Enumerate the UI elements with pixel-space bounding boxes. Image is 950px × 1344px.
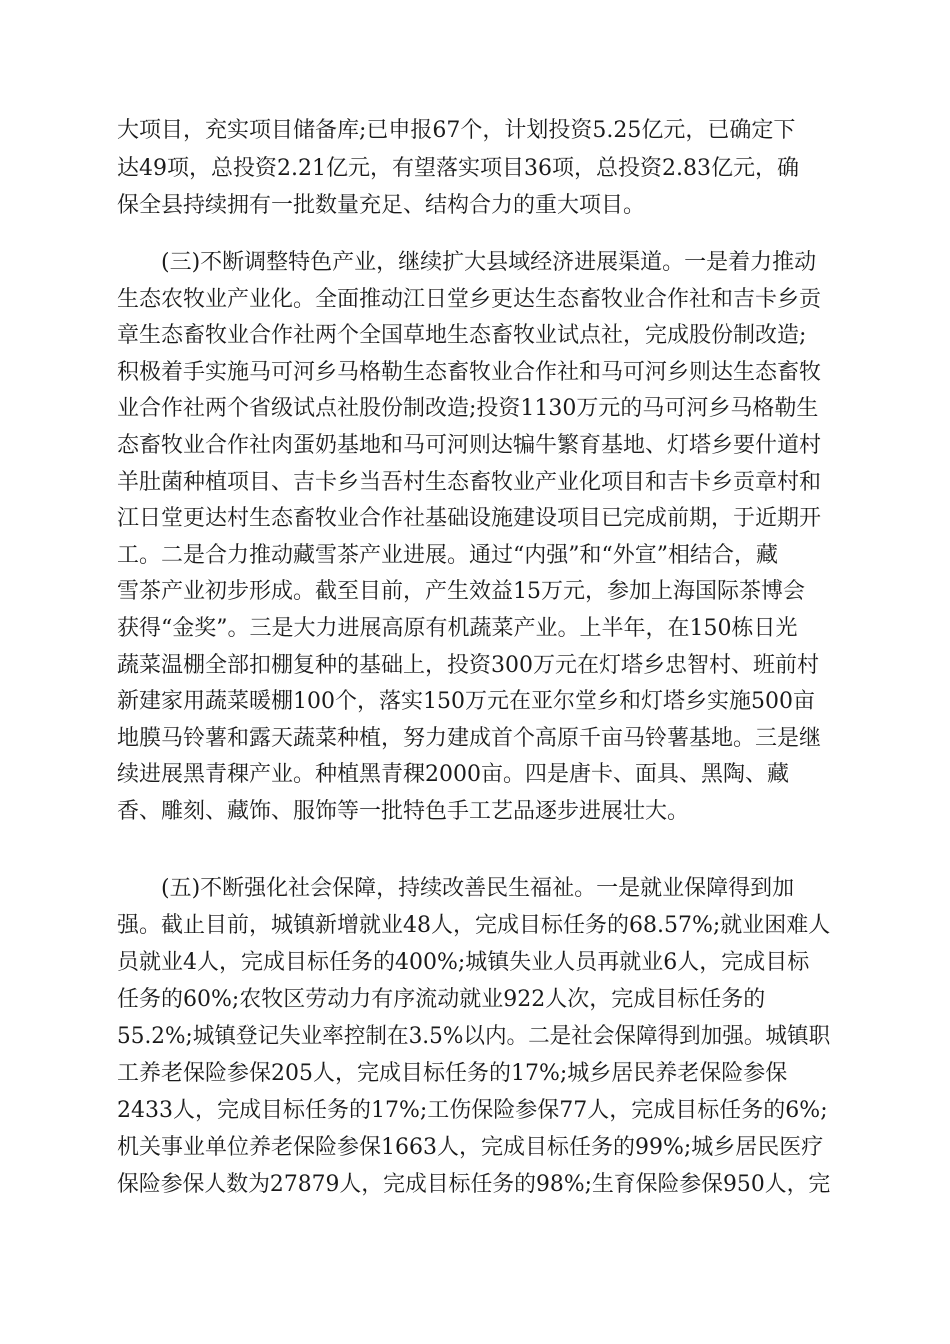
- paragraph-2-line-1: (三)不断调整特色产业，继续扩大县域经济进展渠道。一是着力推动: [161, 250, 817, 275]
- paragraph-3-line-9: 保险参保人数为27879人，完成目标任务的98%;生育保险参保950人，完: [117, 1172, 831, 1197]
- paragraph-2-line-5: 业合作社两个省级试点社股份制改造;投资1130万元的马可河乡马格勒生: [117, 396, 819, 422]
- paragraph-3-line-6: 工养老保险参保205人，完成目标任务的17%;城乡居民养老保险参保: [117, 1061, 788, 1086]
- paragraph-2-line-4: 积极着手实施马可河乡马格勒生态畜牧业合作社和马可河乡则达生态畜牧: [117, 359, 822, 385]
- paragraph-2-line-12: 蔬菜温棚全部扣棚复种的基础上，投资300万元在灯塔乡忠智村、班前村: [117, 652, 819, 678]
- paragraph-3-line-8: 机关事业单位养老保险参保1663人，完成目标任务的99%;城乡居民医疗: [117, 1135, 824, 1160]
- paragraph-2-line-3: 章生态畜牧业合作社两个全国草地生态畜牧业试点社，完成股份制改造;: [117, 323, 807, 349]
- paragraph-2-line-16: 香、雕刻、藏饰、服饰等一批特色手工艺品逐步进展壮大。: [117, 799, 690, 824]
- paragraph-2-line-6: 态畜牧业合作社肉蛋奶基地和马可河则达犏牛繁育基地、灯塔乡要什道村: [117, 433, 822, 458]
- paragraph-2-line-14: 地膜马铃薯和露天蔬菜种植，努力建成首个高原千亩马铃薯基地。三是继: [117, 725, 822, 751]
- paragraph-3-line-3: 员就业4人，完成目标任务的400%;城镇失业人员再就业6人，完成目标: [117, 950, 810, 975]
- paragraph-2-line-8: 江日堂更达村生态畜牧业合作社基础设施建设项目已完成前期，于近期开: [117, 506, 822, 532]
- paragraph-3-line-2: 强。截止目前，城镇新增就业48人，完成目标任务的68.57%;就业困难人: [117, 913, 831, 938]
- paragraph-1-line-2: 达49项，总投资2.21亿元，有望落实项目36项，总投资2.83亿元，确: [117, 155, 799, 181]
- paragraph-2-line-2: 生态农牧业产业化。全面推动江日堂乡更达生态畜牧业合作社和吉卡乡贡: [117, 286, 822, 312]
- paragraph-3-line-1: (五)不断强化社会保障，持续改善民生福祉。一是就业保障得到加: [161, 876, 795, 901]
- paragraph-1-line-1: 大项目，充实项目储备库;已申报67个，计划投资5.25亿元，已确定下: [117, 118, 796, 143]
- paragraph-2-line-13: 新建家用蔬菜暖棚100个，落实150万元在亚尔堂乡和灯塔乡实施500亩: [117, 689, 815, 715]
- paragraph-2-line-10: 雪茶产业初步形成。截至目前，产生效益15万元，参加上海国际茶博会: [117, 579, 805, 605]
- paragraph-3-line-4: 任务的60%;农牧区劳动力有序流动就业922人次，完成目标任务的: [117, 987, 766, 1012]
- paragraph-2-line-15: 续进展黑青稞产业。种植黑青稞2000亩。四是唐卡、面具、黑陶、藏: [117, 762, 789, 788]
- paragraph-1-line-3: 保全县持续拥有一批数量充足、结构合力的重大项目。: [117, 193, 646, 218]
- paragraph-2-line-9: 工。二是合力推动藏雪茶产业进展。通过“内强”和“外宣”相结合，藏: [117, 542, 778, 568]
- paragraph-2-line-7: 羊肚菌种植项目、吉卡乡当吾村生态畜牧业产业化项目和吉卡乡贡章村和: [117, 469, 822, 495]
- paragraph-3-line-7: 2433人，完成目标任务的17%;工伤保险参保77人，完成目标任务的6%;: [117, 1098, 828, 1123]
- paragraph-2-line-11: 获得“金奖”。三是大力进展高原有机蔬菜产业。上半年，在150栋日光: [117, 616, 798, 641]
- paragraph-3-line-5: 55.2%;城镇登记失业率控制在3.5%以内。二是社会保障得到加强。城镇职: [117, 1024, 831, 1049]
